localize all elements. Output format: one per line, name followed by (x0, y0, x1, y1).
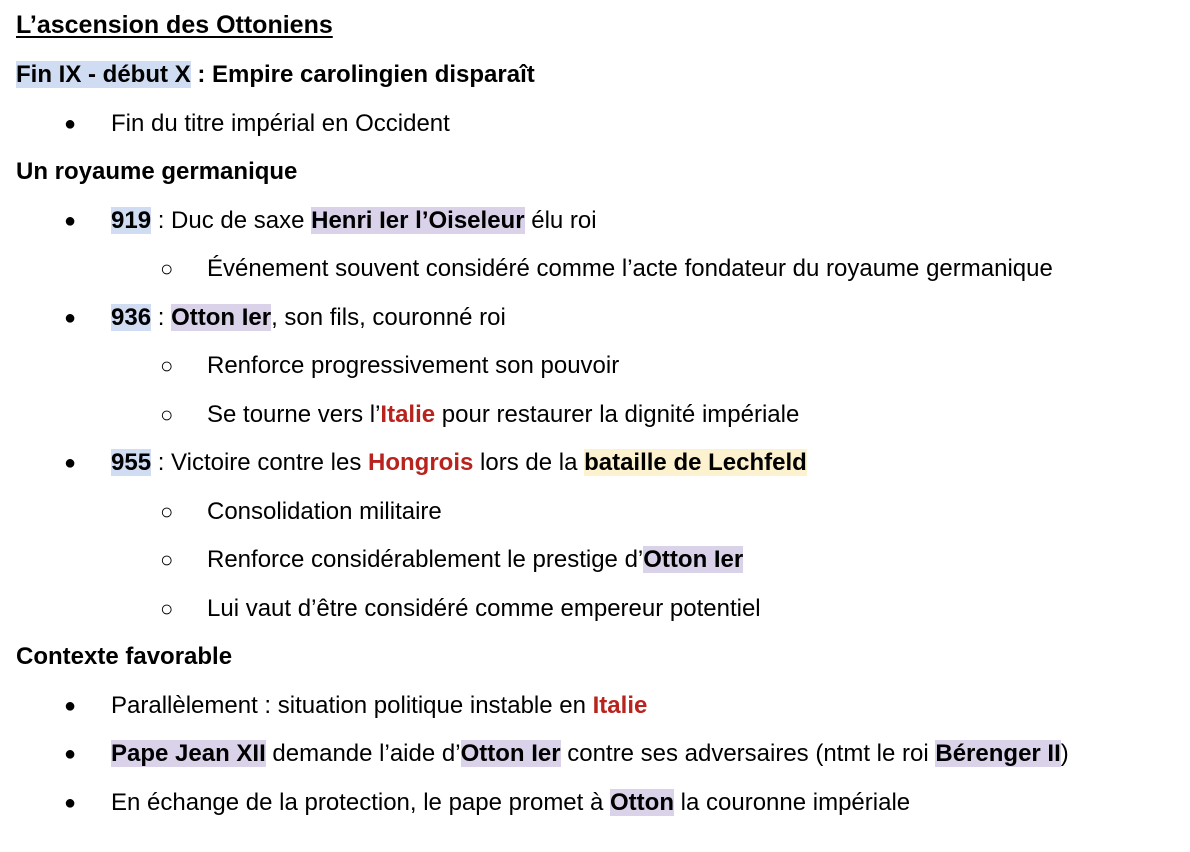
text: élu roi (524, 207, 597, 234)
place-red: Italie (380, 401, 436, 428)
bullet-icon: ● (64, 792, 77, 814)
sub-list-item: Lui vaut d’être considéré comme empereur potentiel (207, 595, 761, 622)
date-highlight: 936 (111, 304, 152, 331)
sub-list-item: Consolidation militaire (207, 498, 442, 525)
people-red: Hongrois (368, 449, 474, 476)
bullet-icon: ● (64, 210, 77, 232)
list-item-936 (111, 298, 506, 338)
list-item: Fin du titre impérial en Occident (111, 110, 450, 137)
battle-highlight: bataille de Lechfeld (584, 449, 807, 476)
place-red: Italie (592, 692, 648, 719)
person-highlight: Otton Ier (171, 304, 272, 331)
document-title: L’ascension des Ottoniens (16, 11, 333, 39)
date-highlight: 955 (111, 449, 152, 476)
text: ) (1060, 740, 1069, 767)
list-item-955 (111, 443, 807, 483)
person-highlight: Bérenger II (935, 740, 1061, 767)
text: contre ses adversaires (ntmt le roi (560, 740, 936, 767)
person-highlight: Otton Ier (643, 546, 744, 573)
bullet-icon: ● (64, 452, 77, 474)
person-highlight: Pape Jean XII (111, 740, 266, 767)
sub-bullet-icon: ○ (160, 596, 174, 621)
heading-text: : Empire carolingien disparaît (190, 61, 535, 88)
bullet-icon: ● (64, 743, 77, 765)
sub-list-item (207, 540, 743, 580)
person-highlight: Otton (610, 789, 674, 816)
sub-bullet-icon: ○ (160, 402, 174, 427)
person-highlight: Otton Ier (460, 740, 561, 767)
date-highlight: 919 (111, 207, 152, 234)
text: lors de la (473, 449, 585, 476)
sub-bullet-icon: ○ (160, 499, 174, 524)
section-heading-empire (16, 55, 535, 95)
text: la couronne impériale (674, 789, 911, 816)
text: : (151, 304, 172, 331)
text: pour restaurer la dignité impériale (435, 401, 800, 428)
section-heading-royaume: Un royaume germanique (16, 158, 298, 185)
sub-bullet-icon: ○ (160, 353, 174, 378)
text: , son fils, couronné roi (271, 304, 506, 331)
text: Parallèlement : situation politique instable en (111, 692, 593, 719)
text: : Victoire contre les (151, 449, 369, 476)
sub-list-item: Événement souvent considéré comme l’acte fondateur du royaume germanique (207, 255, 1053, 282)
list-item (111, 783, 910, 823)
bullet-icon: ● (64, 307, 77, 329)
sub-bullet-icon: ○ (160, 256, 174, 281)
text: Se tourne vers l’ (207, 401, 381, 428)
sub-list-item (207, 395, 799, 435)
list-item-919 (111, 201, 597, 241)
text: : Duc de saxe (151, 207, 312, 234)
sub-list-item: Renforce progressivement son pouvoir (207, 352, 620, 379)
text: En échange de la protection, le pape promet à (111, 789, 611, 816)
date-highlight: Fin IX - début X (16, 61, 191, 88)
sub-bullet-icon: ○ (160, 547, 174, 572)
list-item (111, 734, 1069, 774)
section-heading-contexte: Contexte favorable (16, 643, 233, 670)
text: demande l’aide d’ (265, 740, 461, 767)
bullet-icon: ● (64, 695, 77, 717)
text: Renforce considérablement le prestige d’ (207, 546, 644, 573)
person-highlight: Henri Ier l’Oiseleur (311, 207, 525, 234)
list-item (111, 686, 647, 726)
bullet-icon: ● (64, 113, 77, 135)
